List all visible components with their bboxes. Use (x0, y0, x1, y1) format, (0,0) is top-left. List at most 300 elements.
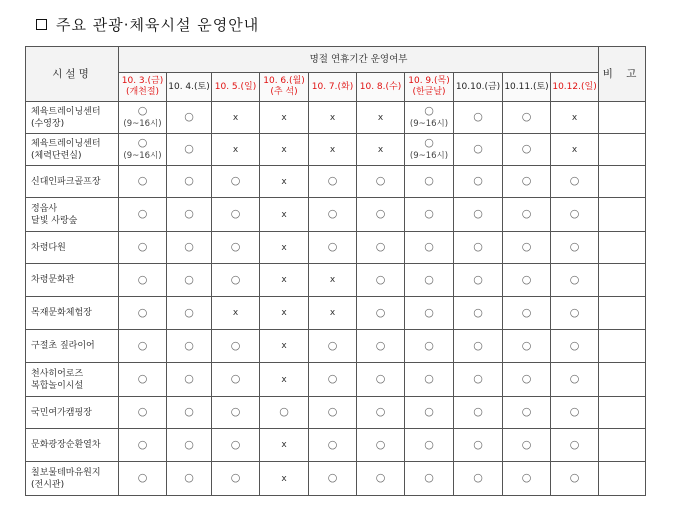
status-cell (405, 363, 454, 397)
page-title-text: 주요 관광·체육시설 운영안내 (56, 15, 260, 34)
status-cell (119, 363, 167, 397)
closed-mark: x (281, 308, 287, 318)
status-cell (260, 232, 309, 264)
facility-name-cell (26, 198, 119, 232)
open-mark: ○ (327, 471, 338, 484)
status-cell (260, 462, 309, 496)
hours-note: (9~16시) (409, 119, 449, 129)
open-mark: ○ (473, 437, 483, 451)
status-cell (551, 166, 599, 198)
open-mark: ○ (279, 405, 289, 418)
status-cell (454, 264, 503, 297)
date-label: 10. 7.(화) (311, 81, 354, 92)
open-mark: ○ (184, 338, 194, 352)
status-cell (503, 166, 551, 198)
closed-mark: x (281, 440, 287, 450)
status-cell (309, 429, 357, 462)
status-cell (357, 198, 405, 232)
open-mark: ○ (424, 104, 434, 117)
status-cell (167, 232, 212, 264)
status-cell (503, 102, 551, 134)
open-mark: ○ (569, 305, 580, 319)
closed-mark: x (281, 209, 287, 220)
open-mark: ○ (137, 338, 148, 352)
open-mark: ○ (137, 136, 148, 149)
status-cell (454, 102, 503, 134)
status-cell (551, 462, 599, 496)
open-mark: ○ (230, 174, 241, 187)
open-mark: ○ (473, 405, 483, 418)
status-cell (503, 429, 551, 462)
status-cell (503, 134, 551, 166)
status-cell (309, 102, 357, 134)
open-mark: ○ (424, 207, 434, 220)
open-mark: ○ (473, 272, 483, 286)
status-cell (551, 134, 599, 166)
remark-cell (599, 397, 646, 429)
closed-mark: x (281, 176, 287, 187)
open-mark: ○ (327, 372, 338, 385)
status-cell (405, 198, 454, 232)
facility-name-cell (26, 264, 119, 297)
open-mark: ○ (521, 272, 532, 286)
facility-name-cell (26, 166, 119, 198)
closed-mark: x (232, 144, 239, 155)
status-cell (167, 166, 212, 198)
facility-name-header: 시설명 (26, 47, 119, 102)
open-mark: ○ (230, 372, 241, 385)
open-mark: ○ (184, 471, 194, 484)
open-mark: ○ (184, 240, 194, 253)
status-cell (357, 297, 405, 330)
open-mark: ○ (375, 405, 386, 418)
status-cell (357, 363, 405, 397)
date-label: 10. 9.(목) (408, 76, 450, 86)
open-mark: ○ (184, 142, 194, 155)
status-cell (454, 232, 503, 264)
facility-name: 국민여가캠핑장 (31, 407, 92, 418)
open-mark: ○ (473, 338, 483, 352)
status-cell (503, 330, 551, 363)
facility-subname: 복합놀이시설 (31, 380, 84, 391)
status-cell (454, 330, 503, 363)
open-mark: ○ (184, 305, 194, 319)
status-cell (260, 297, 309, 330)
closed-mark: x (329, 308, 336, 318)
facility-name: 구절초 짚라이어 (31, 341, 95, 351)
closed-mark: x (232, 308, 239, 318)
open-mark: ○ (230, 338, 241, 352)
header-row-dates (26, 73, 646, 102)
open-mark: ○ (184, 110, 194, 123)
closed-mark: x (281, 144, 287, 155)
status-cell (309, 297, 357, 330)
status-cell (454, 166, 503, 198)
status-cell (119, 166, 167, 198)
open-mark: ○ (327, 207, 338, 220)
remark-cell (599, 462, 646, 496)
status-cell (309, 462, 357, 496)
closed-mark: x (281, 275, 287, 285)
status-cell (212, 429, 260, 462)
date-header-6 (357, 73, 405, 102)
remark-cell (599, 264, 646, 297)
status-cell (119, 198, 167, 232)
open-mark: ○ (184, 272, 194, 286)
status-cell (405, 134, 454, 166)
date-header-5 (309, 73, 357, 102)
open-mark: ○ (473, 471, 483, 484)
open-mark: ○ (230, 437, 241, 451)
table-row (26, 363, 646, 397)
status-cell (212, 462, 260, 496)
status-cell (357, 232, 405, 264)
open-mark: ○ (230, 240, 241, 253)
open-mark: ○ (473, 142, 483, 155)
status-cell (212, 330, 260, 363)
holiday-period-header: 명절 연휴기간 운영여부 (119, 47, 599, 73)
status-cell (119, 134, 167, 166)
closed-mark: x (329, 112, 336, 123)
open-mark: ○ (375, 240, 386, 253)
facility-name: 정읍사 (31, 203, 58, 214)
open-mark: ○ (137, 240, 148, 253)
status-cell (212, 232, 260, 264)
status-cell (405, 429, 454, 462)
hours-note: (9~16시) (123, 151, 162, 161)
status-cell (503, 232, 551, 264)
status-cell (454, 297, 503, 330)
closed-mark: x (329, 144, 336, 155)
open-mark: ○ (521, 338, 532, 352)
date-header-4 (260, 73, 309, 102)
status-cell (260, 102, 309, 134)
status-cell (454, 363, 503, 397)
status-cell (167, 429, 212, 462)
table-row (26, 429, 646, 462)
open-mark: ○ (569, 471, 580, 484)
facility-name-cell (26, 429, 119, 462)
facility-name: 칠보물테마유원지 (31, 467, 101, 478)
status-cell (119, 330, 167, 363)
open-mark: ○ (569, 272, 580, 286)
status-cell (405, 166, 454, 198)
status-cell (212, 134, 260, 166)
status-cell (212, 102, 260, 134)
closed-mark: x (281, 473, 287, 484)
status-cell (357, 462, 405, 496)
remark-cell (599, 102, 646, 134)
open-mark: ○ (521, 405, 532, 418)
status-cell (119, 232, 167, 264)
status-cell (454, 462, 503, 496)
facility-subname: (체력단련실) (31, 150, 82, 161)
facility-name: 체육트레이닝센터 (31, 138, 101, 149)
facility-name: 문화광장순환열차 (31, 440, 101, 450)
table-row (26, 198, 646, 232)
status-cell (119, 429, 167, 462)
open-mark: ○ (424, 471, 434, 484)
status-cell (357, 134, 405, 166)
table-row (26, 462, 646, 496)
status-cell (551, 429, 599, 462)
open-mark: ○ (473, 207, 483, 220)
status-cell (309, 264, 357, 297)
date-header-2 (167, 73, 212, 102)
open-mark: ○ (375, 372, 386, 385)
open-mark: ○ (424, 372, 434, 385)
date-header-9 (503, 73, 551, 102)
status-cell (119, 297, 167, 330)
open-mark: ○ (137, 272, 148, 286)
open-mark: ○ (473, 174, 483, 187)
status-cell (167, 397, 212, 429)
open-mark: ○ (184, 405, 194, 418)
open-mark: ○ (327, 240, 338, 253)
closed-mark: x (281, 112, 287, 123)
open-mark: ○ (184, 372, 194, 385)
hours-note: (9~16시) (123, 119, 162, 129)
open-mark: ○ (569, 372, 580, 385)
open-mark: ○ (137, 305, 148, 319)
status-cell (551, 102, 599, 134)
open-mark: ○ (375, 207, 386, 220)
open-mark: ○ (184, 174, 194, 187)
table-row (26, 134, 646, 166)
status-cell (503, 297, 551, 330)
status-cell (309, 134, 357, 166)
open-mark: ○ (424, 240, 434, 253)
status-cell (119, 102, 167, 134)
facility-operation-table (25, 46, 646, 496)
status-cell (503, 264, 551, 297)
status-cell (551, 297, 599, 330)
status-cell (357, 397, 405, 429)
open-mark: ○ (327, 405, 338, 418)
status-cell (454, 134, 503, 166)
status-cell (357, 166, 405, 198)
table-body (26, 102, 646, 496)
open-mark: ○ (230, 272, 241, 286)
status-cell (405, 264, 454, 297)
date-label: 10. 4.(토) (168, 81, 210, 92)
status-cell (212, 363, 260, 397)
facility-name-cell (26, 102, 119, 134)
status-cell (503, 363, 551, 397)
open-mark: ○ (375, 174, 386, 187)
status-cell (167, 363, 212, 397)
status-cell (405, 102, 454, 134)
status-cell (309, 166, 357, 198)
open-mark: ○ (375, 471, 386, 484)
status-cell (405, 297, 454, 330)
facility-name: 목재문화체험장 (31, 308, 92, 318)
date-label: 10. 8.(수) (359, 81, 402, 92)
remark-cell (599, 429, 646, 462)
status-cell (357, 330, 405, 363)
open-mark: ○ (137, 104, 148, 117)
status-cell (119, 462, 167, 496)
status-cell (167, 198, 212, 232)
date-label: 10.12.(일) (552, 81, 597, 92)
status-cell (551, 232, 599, 264)
date-label: 10. 5.(일) (214, 81, 257, 92)
closed-mark: x (571, 144, 578, 155)
status-cell (167, 462, 212, 496)
closed-mark: x (329, 275, 336, 285)
date-label: 10.10.(금) (455, 81, 501, 92)
date-label: 10. 3.(금) (121, 76, 164, 86)
open-mark: ○ (375, 272, 386, 286)
status-cell (309, 198, 357, 232)
remarks-header: 비 고 (599, 47, 646, 102)
remark-cell (599, 198, 646, 232)
open-mark: ○ (569, 174, 580, 187)
open-mark: ○ (230, 207, 241, 220)
status-cell (212, 397, 260, 429)
status-cell (503, 198, 551, 232)
date-header-7 (405, 73, 454, 102)
facility-name: 신대인파크골프장 (31, 176, 101, 187)
open-mark: ○ (473, 110, 483, 123)
status-cell (357, 102, 405, 134)
open-mark: ○ (569, 405, 580, 418)
status-cell (260, 363, 309, 397)
open-mark: ○ (569, 338, 580, 352)
open-mark: ○ (521, 372, 532, 385)
holiday-name: (개천절) (125, 87, 160, 97)
status-cell (503, 462, 551, 496)
facility-name-cell (26, 330, 119, 363)
holiday-name: (한글날) (412, 87, 446, 97)
date-header-1 (119, 73, 167, 102)
facility-name-cell (26, 462, 119, 496)
open-mark: ○ (137, 437, 148, 451)
remark-cell (599, 363, 646, 397)
open-mark: ○ (521, 174, 532, 187)
holiday-name: (추 석) (270, 87, 298, 97)
open-mark: ○ (327, 338, 338, 352)
open-mark: ○ (521, 471, 532, 484)
status-cell (167, 102, 212, 134)
open-mark: ○ (424, 272, 434, 286)
open-mark: ○ (569, 437, 580, 451)
remark-cell (599, 232, 646, 264)
open-mark: ○ (137, 471, 148, 484)
open-mark: ○ (473, 240, 483, 253)
status-cell (212, 297, 260, 330)
facility-name-cell (26, 134, 119, 166)
table-row (26, 297, 646, 330)
closed-mark: x (281, 341, 287, 351)
status-cell (260, 429, 309, 462)
closed-mark: x (571, 112, 578, 123)
table-row (26, 166, 646, 198)
open-mark: ○ (424, 405, 434, 418)
status-cell (503, 397, 551, 429)
facility-subname: (수영장) (31, 118, 65, 129)
open-mark: ○ (521, 110, 532, 123)
open-mark: ○ (473, 372, 483, 385)
status-cell (357, 429, 405, 462)
status-cell (309, 232, 357, 264)
remark-cell (599, 297, 646, 330)
open-mark: ○ (137, 174, 148, 187)
status-cell (119, 397, 167, 429)
status-cell (454, 198, 503, 232)
open-mark: ○ (521, 207, 532, 220)
status-cell (454, 429, 503, 462)
status-cell (167, 330, 212, 363)
date-label: 10.11.(토) (504, 81, 549, 92)
facility-name: 차령다원 (31, 242, 66, 253)
table-row (26, 232, 646, 264)
status-cell (167, 264, 212, 297)
hours-note: (9~16시) (409, 151, 449, 161)
status-cell (260, 330, 309, 363)
closed-mark: x (281, 242, 287, 253)
open-mark: ○ (230, 405, 241, 418)
status-cell (260, 198, 309, 232)
remark-cell (599, 330, 646, 363)
facility-name-cell (26, 297, 119, 330)
open-mark: ○ (521, 437, 532, 451)
facility-subname: (전시관) (31, 479, 65, 490)
facility-name: 천사히어로즈 (31, 368, 84, 379)
table-row (26, 102, 646, 134)
open-mark: ○ (521, 142, 532, 155)
status-cell (551, 264, 599, 297)
facility-name-cell (26, 232, 119, 264)
status-cell (405, 330, 454, 363)
date-header-10 (551, 73, 599, 102)
status-cell (551, 330, 599, 363)
checkbox-square-icon (36, 19, 47, 30)
table-row (26, 264, 646, 297)
status-cell (405, 232, 454, 264)
open-mark: ○ (424, 338, 434, 352)
status-cell (309, 397, 357, 429)
status-cell (551, 198, 599, 232)
open-mark: ○ (137, 405, 148, 418)
open-mark: ○ (375, 338, 386, 352)
date-header-8 (454, 73, 503, 102)
closed-mark: x (232, 112, 239, 123)
facility-name-cell (26, 397, 119, 429)
status-cell (260, 166, 309, 198)
status-cell (260, 134, 309, 166)
status-cell (212, 198, 260, 232)
remark-cell (599, 134, 646, 166)
open-mark: ○ (521, 305, 532, 319)
status-cell (212, 264, 260, 297)
status-cell (357, 264, 405, 297)
open-mark: ○ (569, 240, 580, 253)
facility-name: 체육트레이닝센터 (31, 106, 101, 117)
page-title (36, 13, 259, 35)
status-cell (119, 264, 167, 297)
open-mark: ○ (137, 207, 148, 220)
status-cell (405, 397, 454, 429)
status-cell (551, 363, 599, 397)
open-mark: ○ (184, 207, 194, 220)
status-cell (309, 363, 357, 397)
status-cell (309, 330, 357, 363)
open-mark: ○ (327, 174, 338, 187)
open-mark: ○ (424, 305, 434, 319)
open-mark: ○ (375, 305, 386, 319)
header-row-group (26, 47, 646, 73)
